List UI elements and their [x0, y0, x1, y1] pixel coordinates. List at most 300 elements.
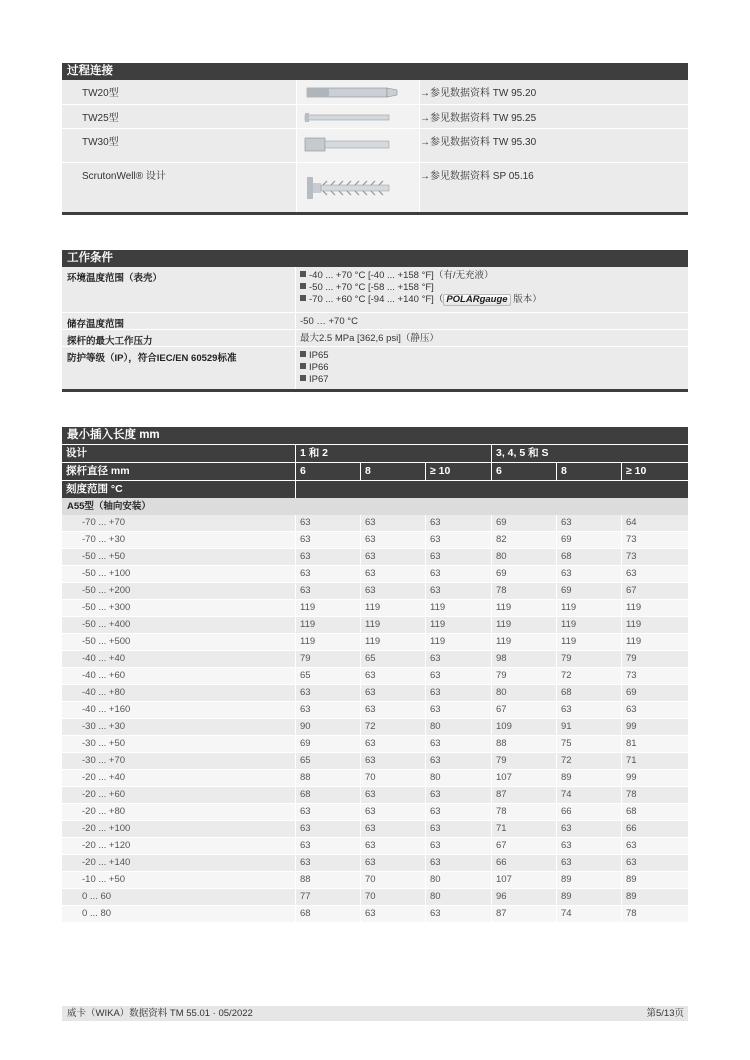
insertion-length-cell: 64 — [626, 517, 637, 528]
insertion-length-cell: 73 — [626, 534, 637, 545]
insertion-length-cell: 63 — [300, 857, 311, 868]
column-divider — [295, 347, 296, 389]
insertion-length-cell: 67 — [496, 840, 507, 851]
insertion-length-cell: 69 — [300, 738, 311, 749]
column-divider — [360, 787, 361, 803]
insertion-length-cell: 80 — [430, 772, 441, 783]
bullet-icon — [300, 271, 306, 277]
diameter-cell: ≥ 10 — [622, 463, 688, 480]
design-label: 设计 — [62, 445, 295, 462]
scale-range-cell: -50 ... +200 — [82, 585, 131, 596]
insertion-length-cell: 70 — [365, 874, 376, 885]
process-connection-row — [62, 129, 688, 163]
column-divider — [556, 685, 557, 701]
column-divider — [491, 549, 492, 565]
column-divider — [621, 855, 622, 871]
insertion-length-cell: 119 — [365, 602, 381, 613]
column-divider — [295, 702, 296, 718]
ambient-value-suffix: 版本） — [510, 294, 542, 305]
column-divider — [556, 838, 557, 854]
table-row — [62, 770, 688, 786]
scale-range-cell: -50 ... +100 — [82, 568, 131, 579]
insertion-length-cell: 63 — [365, 704, 376, 715]
column-divider — [295, 267, 296, 312]
column-divider — [295, 838, 296, 854]
insertion-length-cell: 78 — [626, 789, 637, 800]
insertion-length-cell: 72 — [561, 670, 572, 681]
insertion-length-cell: 73 — [626, 551, 637, 562]
diameter-cell: 8 — [557, 463, 621, 480]
column-divider — [491, 719, 492, 735]
operating-conditions-title: 工作条件 — [62, 250, 688, 267]
insertion-length-cell: 71 — [496, 823, 507, 834]
column-divider — [360, 651, 361, 667]
diameter-cell: 6 — [492, 463, 556, 480]
column-divider — [491, 804, 492, 820]
column-divider — [360, 566, 361, 582]
column-divider — [556, 906, 557, 922]
insertion-length-cell: 79 — [626, 653, 637, 664]
column-divider — [295, 549, 296, 565]
column-divider — [556, 617, 557, 633]
column-divider — [295, 532, 296, 548]
insertion-length-cell: 63 — [365, 551, 376, 562]
column-divider — [491, 566, 492, 582]
column-divider — [491, 906, 492, 922]
column-divider — [425, 736, 426, 752]
insertion-length-cell: 63 — [430, 755, 441, 766]
column-divider — [360, 702, 361, 718]
column-divider — [491, 753, 492, 769]
ingress-protection-values — [300, 350, 329, 386]
insertion-length-cell: 75 — [561, 738, 572, 749]
column-divider — [425, 770, 426, 786]
column-divider — [295, 617, 296, 633]
column-divider — [425, 532, 426, 548]
insertion-length-cell: 119 — [561, 636, 577, 647]
column-divider — [360, 838, 361, 854]
bullet-icon — [300, 295, 306, 301]
scale-range-header-row — [62, 481, 688, 498]
column-divider — [360, 872, 361, 888]
insertion-length-cell: 68 — [626, 806, 637, 817]
insertion-length-cell: 63 — [561, 857, 572, 868]
scale-range-cell: 0 ... 80 — [82, 908, 112, 919]
ingress-protection-row — [62, 347, 688, 390]
datasheet-reference: →参见数据资料 TW 95.30 — [420, 137, 537, 148]
column-divider — [295, 872, 296, 888]
column-divider — [491, 787, 492, 803]
insertion-length-cell: 70 — [365, 891, 376, 902]
insertion-length-cell: 80 — [430, 721, 441, 732]
insertion-length-cell: 63 — [300, 517, 311, 528]
table-row — [62, 532, 688, 548]
column-divider — [295, 600, 296, 616]
table-row — [62, 668, 688, 684]
insertion-length-cell: 63 — [365, 789, 376, 800]
column-divider — [425, 889, 426, 905]
bullet-icon — [300, 283, 306, 289]
max-pressure-label: 探杆的最大工作压力 — [67, 336, 153, 347]
design-header-row — [62, 445, 688, 462]
insertion-length-cell: 63 — [561, 823, 572, 834]
scale-range-cell: -30 ... +70 — [82, 755, 126, 766]
table-row — [62, 583, 688, 599]
scale-range-cell: -20 ... +60 — [82, 789, 126, 800]
table-row — [62, 549, 688, 565]
insertion-length-cell: 80 — [430, 874, 441, 885]
column-divider — [425, 634, 426, 650]
insertion-length-cell: 66 — [626, 823, 637, 834]
column-divider — [621, 787, 622, 803]
insertion-length-cell: 63 — [300, 806, 311, 817]
column-divider — [491, 651, 492, 667]
insertion-length-cell: 63 — [365, 534, 376, 545]
ambient-temperature-label: 环境温度范围（表壳） — [67, 273, 163, 284]
insertion-length-cell: 69 — [561, 585, 572, 596]
insertion-length-cell: 80 — [430, 891, 441, 902]
storage-temperature-label: 储存温度范围 — [67, 319, 125, 330]
insertion-length-cell: 99 — [626, 772, 637, 783]
column-divider — [425, 583, 426, 599]
insertion-length-cell: 63 — [430, 704, 441, 715]
insertion-length-cell: 63 — [365, 806, 376, 817]
column-divider — [360, 770, 361, 786]
section-divider — [62, 212, 688, 215]
column-divider — [621, 668, 622, 684]
insertion-length-cell: 65 — [365, 653, 376, 664]
table-row — [62, 702, 688, 718]
column-divider — [295, 583, 296, 599]
insertion-length-cell: 63 — [300, 568, 311, 579]
column-divider — [295, 634, 296, 650]
column-divider — [621, 804, 622, 820]
insertion-length-cell: 98 — [496, 653, 507, 664]
insertion-length-cell: 69 — [496, 517, 507, 528]
table-row — [62, 515, 688, 531]
insertion-length-cell: 63 — [300, 551, 311, 562]
column-divider — [425, 668, 426, 684]
column-divider — [360, 855, 361, 871]
insertion-length-cell: 63 — [300, 534, 311, 545]
insertion-length-cell: 66 — [496, 857, 507, 868]
diameter-cell: 6 — [296, 463, 360, 480]
process-connection-row — [62, 105, 688, 129]
insertion-length-cell: 89 — [561, 772, 572, 783]
column-divider — [295, 515, 296, 531]
insertion-length-cell: 63 — [365, 517, 376, 528]
scale-range-cell: -70 ... +70 — [82, 517, 126, 528]
column-divider — [295, 668, 296, 684]
insertion-length-cell: 67 — [626, 585, 637, 596]
insertion-length-cell: 69 — [626, 687, 637, 698]
column-divider — [556, 804, 557, 820]
scale-range-cell: -20 ... +80 — [82, 806, 126, 817]
column-divider — [425, 617, 426, 633]
tw20-thermowell-image — [296, 80, 420, 104]
column-divider — [491, 583, 492, 599]
insertion-length-cell: 63 — [430, 823, 441, 834]
insertion-length-cell: 63 — [626, 568, 637, 579]
scale-range-cell: -30 ... +50 — [82, 738, 126, 749]
column-divider — [621, 906, 622, 922]
insertion-length-cell: 79 — [561, 653, 572, 664]
column-divider — [491, 532, 492, 548]
column-divider — [360, 804, 361, 820]
insertion-length-cell: 107 — [496, 874, 512, 885]
insertion-length-cell: 81 — [626, 738, 637, 749]
column-divider — [295, 330, 296, 346]
column-divider — [621, 566, 622, 582]
column-divider — [621, 583, 622, 599]
column-divider — [425, 906, 426, 922]
column-divider — [556, 702, 557, 718]
insertion-length-cell: 119 — [626, 602, 642, 613]
column-divider — [556, 583, 557, 599]
column-divider — [556, 736, 557, 752]
column-divider — [425, 855, 426, 871]
model-label: A55型（轴向安装） — [67, 501, 151, 512]
scale-range-cell: -50 ... +50 — [82, 551, 126, 562]
insertion-length-cell: 63 — [300, 687, 311, 698]
table-row — [62, 617, 688, 633]
ambient-temperature-values — [300, 270, 542, 306]
insertion-length-cell: 63 — [430, 585, 441, 596]
insertion-length-cell: 119 — [626, 636, 642, 647]
insertion-length-cell: 89 — [626, 874, 637, 885]
insertion-length-cell: 63 — [300, 823, 311, 834]
insertion-length-cell: 90 — [300, 721, 311, 732]
column-divider — [360, 821, 361, 837]
ip-value: IP65 — [309, 350, 329, 361]
column-divider — [360, 753, 361, 769]
insertion-length-cell: 119 — [626, 619, 642, 630]
insertion-length-cell: 88 — [496, 738, 507, 749]
column-divider — [621, 617, 622, 633]
column-divider — [425, 804, 426, 820]
ambient-temperature-row — [62, 267, 688, 313]
insertion-length-cell: 63 — [365, 687, 376, 698]
scrutonwell-image — [296, 163, 420, 212]
table-row — [62, 787, 688, 803]
column-divider — [556, 855, 557, 871]
scale-range-cell: -50 ... +400 — [82, 619, 131, 630]
diameter-label: 探杆直径 mm — [62, 463, 295, 480]
insertion-length-cell: 119 — [430, 636, 446, 647]
column-divider — [360, 515, 361, 531]
insertion-length-cell: 63 — [430, 551, 441, 562]
scale-range-cell: -20 ... +120 — [82, 840, 131, 851]
insertion-length-cell: 99 — [626, 721, 637, 732]
column-divider — [360, 906, 361, 922]
column-divider — [295, 685, 296, 701]
insertion-length-cell: 69 — [496, 568, 507, 579]
insertion-length-cell: 68 — [561, 551, 572, 562]
insertion-length-cell: 63 — [430, 840, 441, 851]
insertion-length-cell: 87 — [496, 908, 507, 919]
column-divider — [556, 770, 557, 786]
column-divider — [556, 668, 557, 684]
insertion-length-cell: 119 — [496, 619, 512, 630]
footer-document-id: 威卡（WIKA）数据资料 TM 55.01 · 05/2022 — [67, 1008, 253, 1019]
scale-range-cell: -10 ... +50 — [82, 874, 126, 885]
column-divider — [491, 600, 492, 616]
table-row — [62, 804, 688, 820]
insertion-length-cell: 63 — [430, 738, 441, 749]
insertion-length-cell: 63 — [365, 840, 376, 851]
column-divider — [621, 685, 622, 701]
table-row — [62, 685, 688, 701]
insertion-length-cell: 63 — [430, 789, 441, 800]
row-name: ScrutonWell® 设计 — [82, 171, 166, 182]
insertion-length-cell: 63 — [626, 840, 637, 851]
bullet-icon — [300, 375, 306, 381]
scale-range-label: 刻度范围 °C — [62, 481, 295, 498]
column-divider — [360, 600, 361, 616]
insertion-length-cell: 79 — [496, 670, 507, 681]
column-divider — [425, 549, 426, 565]
column-divider — [621, 736, 622, 752]
scale-range-cell: -70 ... +30 — [82, 534, 126, 545]
insertion-length-cell: 119 — [430, 602, 446, 613]
column-divider — [621, 872, 622, 888]
table-row — [62, 719, 688, 735]
column-divider — [621, 651, 622, 667]
scale-range-cell: -40 ... +160 — [82, 704, 131, 715]
insertion-length-cell: 63 — [365, 857, 376, 868]
insertion-length-cell: 65 — [300, 755, 311, 766]
insertion-length-cell: 79 — [300, 653, 311, 664]
column-divider — [425, 566, 426, 582]
column-divider — [425, 685, 426, 701]
datasheet-reference: →参见数据资料 SP 05.16 — [420, 171, 534, 182]
insertion-length-cell: 119 — [365, 636, 381, 647]
column-divider — [621, 821, 622, 837]
column-divider — [295, 770, 296, 786]
column-divider — [556, 651, 557, 667]
table-row — [62, 651, 688, 667]
scale-range-cell: -40 ... +60 — [82, 670, 126, 681]
insertion-length-cell: 63 — [365, 670, 376, 681]
column-divider — [425, 651, 426, 667]
column-divider — [425, 787, 426, 803]
insertion-length-cell: 68 — [300, 908, 311, 919]
insertion-length-cell: 109 — [496, 721, 512, 732]
column-divider — [295, 651, 296, 667]
column-divider — [295, 821, 296, 837]
column-divider — [295, 753, 296, 769]
insertion-length-cell: 119 — [300, 619, 316, 630]
column-divider — [491, 515, 492, 531]
insertion-length-cell: 119 — [300, 602, 316, 613]
scale-range-cell: -50 ... +500 — [82, 636, 131, 647]
diameter-cell: 8 — [361, 463, 425, 480]
column-divider — [556, 515, 557, 531]
column-divider — [556, 872, 557, 888]
table-row — [62, 821, 688, 837]
insertion-length-cell: 63 — [430, 687, 441, 698]
insertion-length-cell: 82 — [496, 534, 507, 545]
process-connection-title: 过程连接 — [62, 63, 688, 80]
insertion-length-title: 最小插入长度 mm — [62, 427, 688, 444]
column-divider — [621, 838, 622, 854]
tw25-thermowell-image — [296, 105, 420, 128]
process-connection-row — [62, 163, 688, 213]
table-row — [62, 889, 688, 905]
column-divider — [621, 634, 622, 650]
insertion-length-cell: 65 — [300, 670, 311, 681]
table-row — [62, 600, 688, 616]
insertion-length-cell: 63 — [365, 755, 376, 766]
insertion-length-cell: 63 — [365, 823, 376, 834]
insertion-length-cell: 66 — [561, 806, 572, 817]
column-divider — [556, 719, 557, 735]
insertion-length-cell: 63 — [300, 840, 311, 851]
column-divider — [556, 634, 557, 650]
column-divider — [425, 515, 426, 531]
insertion-length-cell: 63 — [561, 704, 572, 715]
insertion-length-cell: 63 — [365, 568, 376, 579]
scale-range-cell: -30 ... +30 — [82, 721, 126, 732]
table-row — [62, 855, 688, 871]
column-divider — [491, 821, 492, 837]
column-divider — [621, 889, 622, 905]
column-divider — [621, 600, 622, 616]
column-divider — [491, 668, 492, 684]
column-divider — [556, 753, 557, 769]
scale-range-cell: -40 ... +80 — [82, 687, 126, 698]
table-row — [62, 838, 688, 854]
column-divider — [491, 872, 492, 888]
insertion-length-cell: 72 — [561, 755, 572, 766]
column-divider — [491, 702, 492, 718]
datasheet-reference: →参见数据资料 TW 95.25 — [420, 113, 537, 124]
column-divider — [360, 736, 361, 752]
storage-temperature-row — [62, 313, 688, 330]
ambient-value: -70 ... +60 °C [-94 ... +140 °F]（ — [309, 294, 444, 305]
scale-range-cell: -40 ... +40 — [82, 653, 126, 664]
insertion-length-cell: 63 — [430, 653, 441, 664]
column-divider — [425, 719, 426, 735]
column-divider — [491, 736, 492, 752]
storage-temperature-value: -50 … +70 °C — [300, 316, 358, 327]
column-divider — [295, 719, 296, 735]
insertion-length-cell: 119 — [561, 602, 577, 613]
column-divider — [556, 566, 557, 582]
column-divider — [295, 787, 296, 803]
insertion-length-cell: 119 — [496, 636, 512, 647]
column-divider — [425, 821, 426, 837]
polargauge-logo: POLARgauge — [443, 294, 510, 306]
insertion-length-cell: 63 — [430, 806, 441, 817]
insertion-length-cell: 63 — [300, 585, 311, 596]
insertion-length-cell: 63 — [626, 704, 637, 715]
column-divider — [295, 889, 296, 905]
model-subheader — [62, 498, 688, 515]
scale-range-cell: -50 ... +300 — [82, 602, 131, 613]
datasheet-reference: →参见数据资料 TW 95.20 — [420, 88, 537, 99]
column-divider — [491, 838, 492, 854]
insertion-length-cell: 63 — [300, 704, 311, 715]
insertion-length-cell: 63 — [561, 517, 572, 528]
column-divider — [295, 804, 296, 820]
column-divider — [621, 770, 622, 786]
insertion-length-cell: 107 — [496, 772, 512, 783]
column-divider — [295, 906, 296, 922]
row-name: TW25型 — [82, 113, 119, 124]
insertion-length-cell: 63 — [430, 670, 441, 681]
column-divider — [360, 583, 361, 599]
